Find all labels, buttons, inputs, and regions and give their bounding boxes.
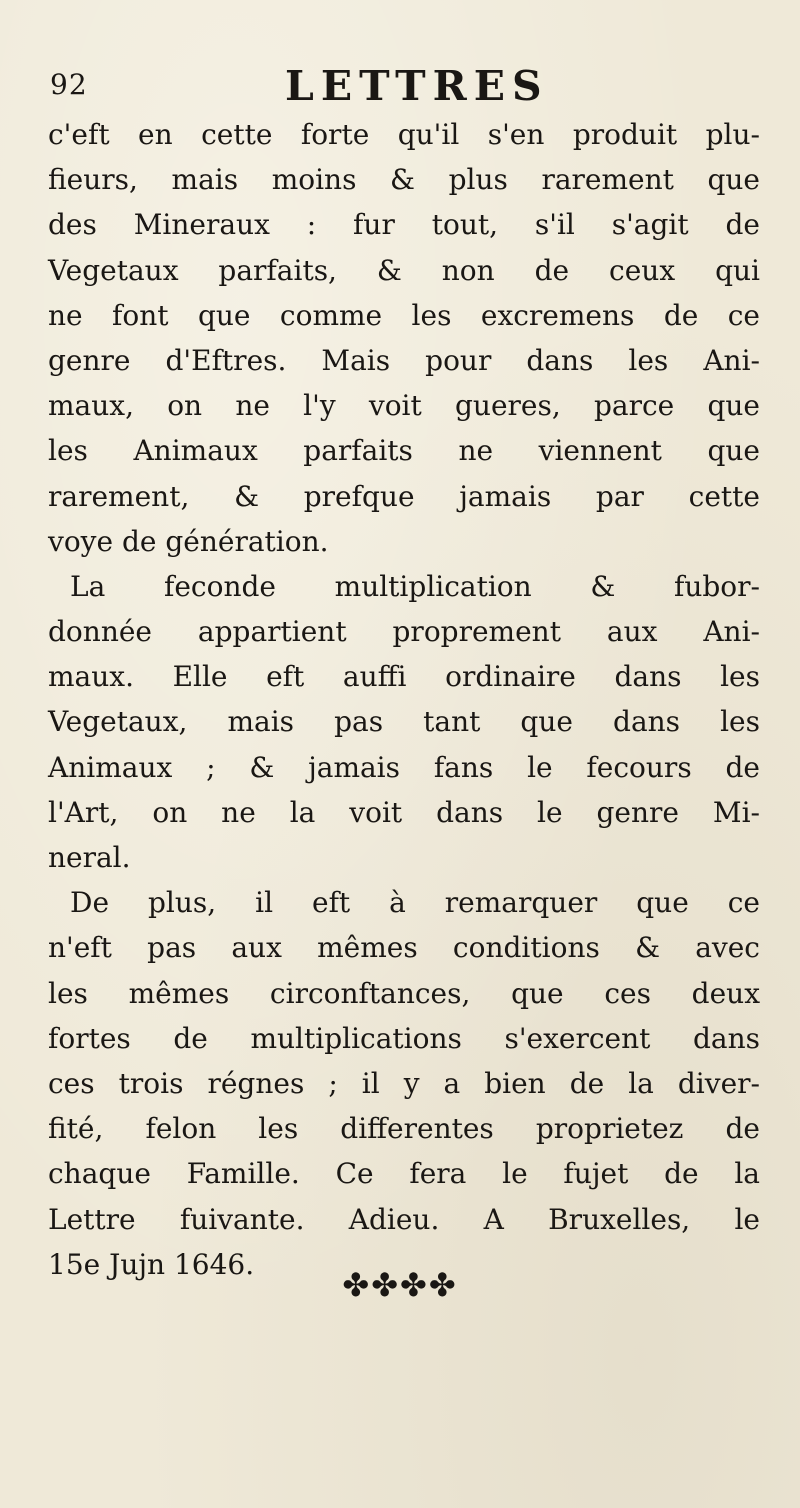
text-line: les Animaux parfaits ne viennent que	[48, 434, 760, 468]
text-line: Vegetaux parfaits, & non de ceux qui	[48, 253, 760, 287]
text-line: neral.	[48, 841, 131, 874]
text-line: fité, felon les differentes proprietez de	[48, 1112, 760, 1146]
text-line: maux, on ne l'y voit gueres, parce que	[48, 389, 760, 423]
text-line: n'eft pas aux mêmes conditions & avec	[48, 931, 760, 965]
closing-ornament: ✤✤✤✤	[342, 1266, 458, 1304]
text-line: les mêmes circonftances, que ces deux	[48, 976, 760, 1010]
text-line: ne font que comme les excremens de ce	[48, 298, 760, 332]
text-line: fieurs, mais moins & plus rarement que	[48, 163, 760, 197]
text-line: c'eft en cette forte qu'il s'en produit plu-	[48, 118, 760, 151]
text-line: ces trois régnes ; il y a bien de la diver-	[48, 1066, 760, 1100]
paragraph-start-line: La feconde multiplication & fubor-	[70, 569, 760, 603]
body-text	[48, 112, 760, 1287]
text-line: chaque Famille. Ce fera le fujet de la	[48, 1157, 760, 1191]
text-line: genre d'Eftres. Mais pour dans les Ani-	[48, 343, 760, 377]
text-line: 15e Jujn 1646.	[48, 1247, 255, 1281]
text-line: Animaux ; & jamais fans le fecours de	[48, 750, 760, 784]
text-line: fortes de multiplications s'exercent dans	[48, 1021, 760, 1055]
text-line: maux. Elle eft auffi ordinaire dans les	[48, 660, 760, 694]
running-title: LETTRES	[285, 62, 549, 110]
text-line: rarement, & prefque jamais par cette	[48, 479, 760, 513]
page-header	[50, 62, 750, 112]
text-line: Lettre fuivante. Adieu. A Bruxelles, le	[48, 1202, 760, 1236]
text-line: donnée appartient proprement aux Ani-	[48, 615, 760, 649]
text-line: des Mineraux : fur tout, s'il s'agit de	[48, 208, 760, 242]
paragraph-start-line: De plus, il eft à remarquer que ce	[70, 886, 760, 920]
text-line: voye de génération.	[48, 524, 329, 558]
text-line: l'Art, on ne la voit dans le genre Mi-	[48, 795, 760, 829]
text-line: Vegetaux, mais pas tant que dans les	[48, 705, 760, 739]
page-number: 92	[50, 68, 88, 101]
